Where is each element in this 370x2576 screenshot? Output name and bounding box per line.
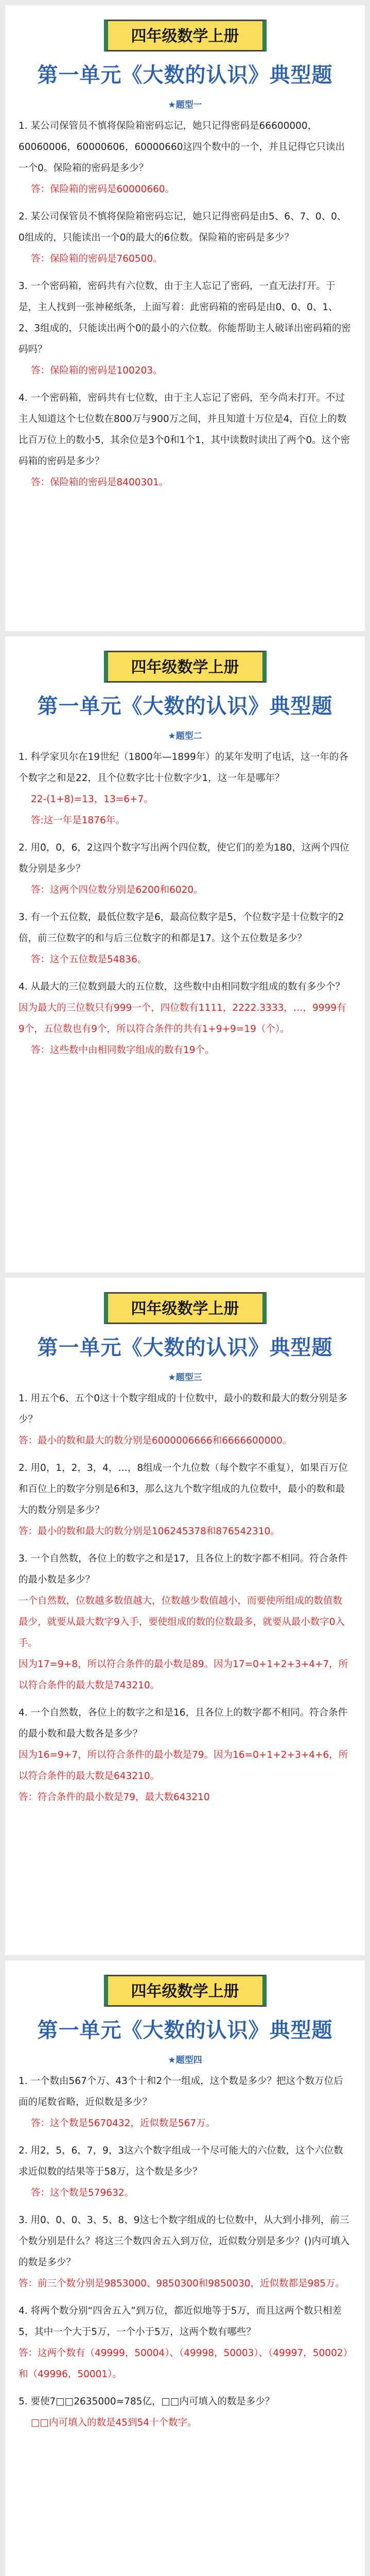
answer-text: 答：保险箱的密码是760500。 (31, 253, 163, 264)
question-text: 1. 用五个6、五个0这十个数字组成的十位数中，最小的数和最大的数分别是多少？ (19, 1393, 348, 1425)
answer-text: □□内可填入的数是45到54十个数字。 (31, 2417, 197, 2428)
unit-title: 第一单元《大数的认识》典型题 (37, 63, 333, 87)
question-text: 3. 一个自然数，各位上的数字之和是17，且各位上的数字都不相同。符合条件的最小数是多少？ (19, 1553, 348, 1585)
question-text: 5. 要使7□□2635000≈785亿，□□内可填入的数是多少？ (19, 2396, 275, 2407)
question-text: 2. 用2，5，6，7，9，3这六个数字组成一个尽可能大的六位数，这个六位数求近似数的结果等于58万，这个数是多少？ (19, 2145, 343, 2177)
card-3 (5, 1278, 365, 1955)
card-1 (5, 5, 365, 631)
question-text: 3. 一个密码箱，密码共有六位数，由于主人忘记了密码，一直无法打开。于是，主人找到一张神秘纸条，上面写着：此密码箱的密码是由0、0、0、1、2、3组成的，只能读出两个0的最小的六位数。你能帮助主人破译出密码箱的密码吗？ (19, 281, 351, 355)
section-tag: ★题型三 (168, 1372, 202, 1383)
answer-text: 答:这一年是1876年。 (31, 815, 125, 826)
question-text: 3. 用0、0、0、3、5、8、9这七个数字组成的七位数中，从大到小排列，前三个数分别是什么？将这三个数四舍五入到万位，近似数分别是多少？()内可填入的数是多少？ (19, 2215, 350, 2268)
question-text: 1. 某公司保管员不慎将保险箱密码忘记，她只记得密码是66600000，60060006，60000606，60000660这四个数中的一个，并且记得它只读出一个0。保险箱的密码是多少？ (19, 121, 345, 174)
answer-text: 答：这个数是579632。 (31, 2188, 134, 2198)
grade-banner: 四年级数学上册 (104, 1975, 267, 2007)
section-tag: ★题型一 (168, 100, 202, 110)
work-text: 因为16=9+7，所以符合条件的最小数是79。因为16=0+1+2+3+4+6，所以符合条件的最大数是643210。 (19, 1750, 348, 1782)
work-text: 一个自然数，位数越多数值越大，位数越少数值越小，而要使所组成的数值数最少，就要从最大数字9入手，要使组成的数的位数最多，就要从最小数字0入手。 (19, 1596, 345, 1649)
answer-text: 答：保险箱的密码是60000660。 (31, 184, 175, 195)
card-4 (5, 1960, 365, 2576)
answer-text: 答：这两个数有（49999，50004）、（49998，50003）、（49997，50002）和（49996，50001）。 (19, 2348, 348, 2380)
unit-title: 第一单元《大数的认识》典型题 (37, 1335, 333, 1360)
section-tag: ★题型四 (168, 2055, 202, 2065)
work-text: 因为17=9+8，所以符合条件的最小数是89。因为17=0+1+2+3+4+7，所以符合条件的最大数是743210。 (19, 1659, 348, 1691)
work-text: 因为最大的三位数只有999一个，四位数有1111，2222.3333，…，9999有9个，五位数也有9个，所以符合条件的共有1+9+9=19（个）。 (19, 1003, 346, 1035)
question-text: 4. 将两个数分别“四舍五入”到万位，都近似地等于5万，而且这两个数只相差5，其中一个大于5万，一个小于5万，这两个数有哪些？ (19, 2306, 342, 2337)
question-text: 4. 一个密码箱，密码共有七位数，由于主人忘记了密码，至今尚未打开。不过主人知道这个七位数在800万与900万之间，并且知道十万位是4，百位上的数比百万位上的数小5，其余位是3个0和1个1，其中读数时读出了两个0。这个密码箱的密码是多少？ (19, 393, 350, 467)
answer-text: 答：保险箱的密码是100203。 (31, 365, 163, 376)
answer-text: 答：最小的数和最大的数分别是106245378和876542310。 (19, 1526, 280, 1537)
question-text: 3. 有一个五位数，最低位数字是6，最高位数字是5，个位数字是十位数字的2倍，前三位数字的和与后三位数字的和都是17。这个五位数是多少？ (19, 912, 344, 944)
question-text: 1. 科学家贝尔在19世纪（1800年—1899年）的某年发明了电话，这一年的各个数字之和是22，且个位数字比十位数字少1，这一年是哪年？ (19, 752, 348, 784)
question-text: 2. 用0，0，6，2这四个数字写出两个四位数，使它们的差为180，这两个四位数分别是多少？ (19, 842, 349, 874)
answer-text: 答：保险箱的密码是8400301。 (31, 477, 169, 488)
unit-title: 第一单元《大数的认识》典型题 (37, 694, 333, 718)
section-tag: ★题型二 (168, 731, 202, 741)
answer-text: 答：这些数中由相同数字组成的数有19个。 (31, 1045, 215, 1056)
answer-text: 答：这个五位数是54836。 (31, 954, 147, 965)
question-text: 2. 用0，1，2，3，4，…，8组成一个九位数（每个数字不重复），如果百万位和百位上的数字分别是6和3，那么这九个数字组成的九位数中，最小的数和最大的数分别是多少？ (19, 1463, 348, 1516)
grade-banner: 四年级数学上册 (104, 1292, 267, 1324)
answer-text: 答：这个数是5670432，近似数是567万。 (31, 2118, 216, 2129)
question-text: 4. 从最大的三位数到最大的五位数，这些数中由相同数字组成的数有多少个？ (19, 981, 345, 992)
work-text: 22-(1+8)=13，13=6+7。 (31, 794, 153, 805)
answer-text: 答：符合条件的最小数是79，最大数643210 (19, 1792, 210, 1803)
question-text: 2. 某公司保管员不慎将保险箱密码忘记，她只记得密码是由5、6、7、0、0、0组成的，只能读出一个0的最大的6位数。保险箱的密码是多少？ (19, 211, 347, 243)
unit-title: 第一单元《大数的认识》典型题 (37, 2018, 333, 2042)
grade-banner: 四年级数学上册 (104, 651, 267, 683)
grade-banner: 四年级数学上册 (104, 20, 267, 52)
answer-text: 答：前三个数分别是9853000、9850300和9850030，近似数都是985万。 (19, 2278, 345, 2289)
answer-text: 答：最小的数和最大的数分别是6000006666和6666600000。 (19, 1435, 292, 1446)
card-2 (5, 636, 365, 1273)
question-text: 1. 一个数由567个万、43个十和2个一组成，这个数是多少？把这个数万位后面的尾数省略，近似数是多少？ (19, 2076, 343, 2108)
answer-text: 答：这两个四位数分别是6200和6020。 (31, 885, 203, 895)
question-text: 4. 一个自然数，各位上的数字之和是16，且各位上的数字都不相同。符合条件的最小数和最大数各是多少？ (19, 1707, 348, 1739)
